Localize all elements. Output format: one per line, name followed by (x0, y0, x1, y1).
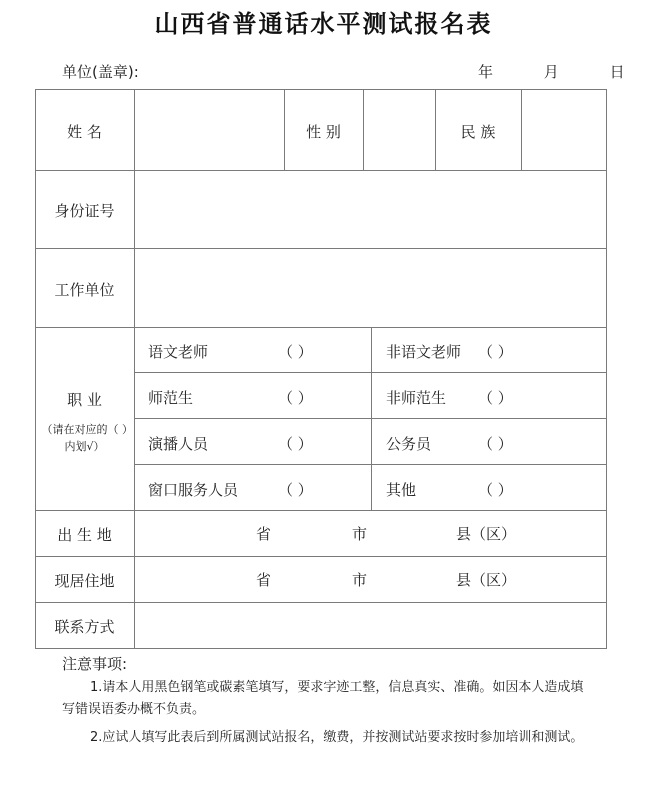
residence-province-label: 省 (256, 571, 272, 589)
birthplace-field[interactable] (135, 511, 606, 556)
gender-field[interactable] (364, 90, 435, 170)
option-civil-servant-label: 公务员 (386, 435, 432, 453)
workplace-label: 工作单位 (54, 281, 115, 299)
residence-city-label: 市 (352, 571, 368, 589)
day-label: 日 (609, 63, 625, 81)
option-non-normal-student-label: 非师范生 (386, 389, 447, 407)
note-item: 1.请本人用黑色钢笔或碳素笔填写，要求字迹工整，信息真实、准确。如因本人造成填写错误语委办概不负责。 (62, 680, 584, 717)
birthplace-county-label: 县（区） (456, 525, 517, 543)
option-service-staff-checkbox[interactable]: （ ） (278, 481, 313, 499)
option-non-normal-student-checkbox[interactable]: （ ） (478, 389, 513, 407)
residence-county-label: 县（区） (456, 571, 517, 589)
occupation-label: 职 业 (67, 391, 102, 409)
contact-label: 联系方式 (54, 618, 115, 636)
id-number-field[interactable] (135, 171, 606, 248)
occupation-hint: （请在对应的（ ）内划√） (41, 423, 128, 453)
option-broadcaster-label: 演播人员 (148, 435, 209, 453)
form-title: 山西省普通话水平测试报名表 (154, 9, 493, 38)
year-label: 年 (478, 63, 494, 81)
residence-label: 现居住地 (54, 572, 115, 590)
workplace-field[interactable] (135, 249, 606, 327)
gender-label: 性 别 (306, 123, 341, 141)
birthplace-label: 出 生 地 (57, 526, 112, 544)
ethnicity-field[interactable] (522, 90, 606, 170)
birthplace-province-label: 省 (256, 525, 272, 543)
id-number-label: 身份证号 (54, 202, 115, 220)
notes-title: 注意事项: (62, 655, 128, 673)
option-non-chinese-teacher-checkbox[interactable]: （ ） (478, 343, 513, 361)
name-label: 姓 名 (67, 123, 102, 141)
option-normal-student-checkbox[interactable]: （ ） (278, 389, 313, 407)
option-broadcaster-checkbox[interactable]: （ ） (278, 435, 313, 453)
option-other-label: 其他 (386, 481, 417, 499)
ethnicity-label: 民 族 (460, 123, 496, 141)
contact-field[interactable] (135, 603, 606, 648)
option-civil-servant-checkbox[interactable]: （ ） (478, 435, 513, 453)
month-label: 月 (543, 63, 559, 81)
date-line (478, 61, 625, 82)
option-other-checkbox[interactable]: （ ） (478, 481, 513, 499)
option-non-chinese-teacher-label: 非语文老师 (386, 343, 462, 361)
option-chinese-teacher-checkbox[interactable]: （ ） (278, 343, 313, 361)
option-service-staff-label: 窗口服务人员 (148, 481, 239, 499)
birthplace-city-label: 市 (352, 525, 368, 543)
option-normal-student-label: 师范生 (148, 389, 194, 407)
residence-field[interactable] (135, 557, 606, 602)
unit-seal-label: 单位(盖章): (62, 63, 139, 81)
name-field[interactable] (135, 90, 284, 170)
note-item: 2.应试人填写此表后到所属测试站报名，缴费，并按测试站要求按时参加培训和测试。 (90, 730, 584, 745)
option-chinese-teacher-label: 语文老师 (148, 343, 209, 361)
